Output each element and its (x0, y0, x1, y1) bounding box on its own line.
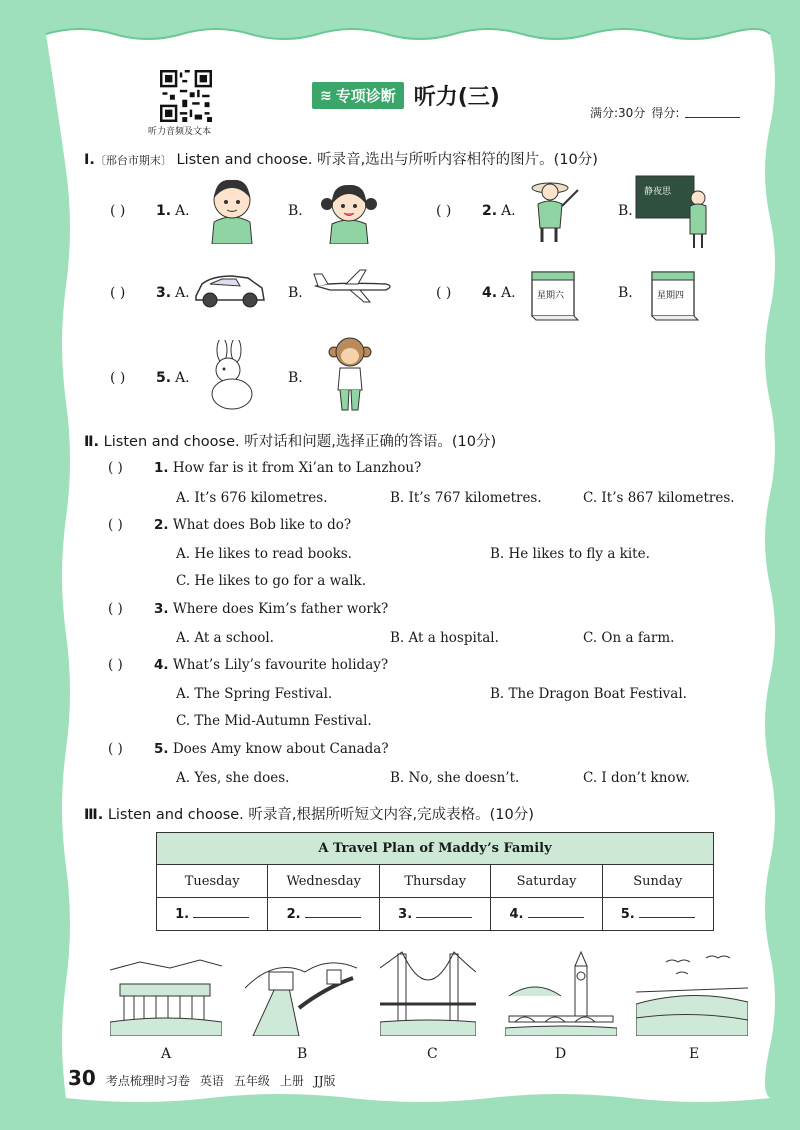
s2-q3 (108, 601, 388, 617)
option-b-label: B. (618, 203, 633, 219)
answer-blank[interactable]: ( ) (108, 657, 123, 673)
question-number: 2. (154, 517, 169, 533)
car-picture[interactable] (192, 270, 268, 312)
badge-label: 专项诊断 (335, 87, 396, 105)
great-wall-picture[interactable] (245, 948, 357, 1036)
answer-line[interactable] (416, 906, 472, 918)
option-a-label: A. (501, 285, 516, 301)
s2-q5 (108, 741, 389, 757)
section3-heading (84, 803, 534, 824)
day-cell: Thursday (380, 865, 491, 898)
option-b[interactable]: B. It’s 767 kilometres. (390, 490, 542, 506)
score-label: 得分: (651, 106, 680, 120)
monkey-picture[interactable] (328, 336, 372, 414)
answer-blank[interactable]: ( ) (436, 285, 452, 301)
option-a[interactable]: A. The Spring Festival. (176, 686, 333, 702)
table-row-days (157, 865, 714, 898)
edition: JJ版 (313, 1074, 336, 1088)
option-b-label: B. (618, 285, 633, 301)
option-b-label: B. (288, 370, 303, 386)
question-number: 5. (154, 741, 169, 757)
answer-blank[interactable]: ( ) (108, 460, 123, 476)
calendar-b-text: 星期四 (657, 291, 685, 301)
option-c[interactable]: C. The Mid-Autumn Festival. (176, 713, 372, 729)
option-c[interactable]: C. I don’t know. (583, 770, 690, 786)
blank-cell[interactable] (602, 898, 713, 931)
farmer-picture[interactable] (526, 176, 582, 244)
boy-picture[interactable] (202, 172, 262, 244)
book-title: 考点梳理时习卷 (105, 1074, 190, 1088)
question-text: What does Bob like to do? (172, 517, 352, 533)
option-a-label: A. (175, 370, 190, 386)
question-number: 4. (482, 285, 498, 301)
blank-cell[interactable] (380, 898, 491, 931)
s2-q2 (108, 517, 351, 533)
plane-picture[interactable] (310, 266, 396, 306)
section1-instruction: Listen and choose. 听录音,选出与所听内容相符的图片。(10分) (176, 152, 598, 168)
blank-cell[interactable] (491, 898, 602, 931)
section3-instruction: Listen and choose. 听录音,根据所听短文内容,完成表格。(10分) (107, 807, 534, 823)
beach-picture[interactable] (636, 948, 748, 1036)
scene-label-d: D (555, 1046, 567, 1062)
day-cell: Tuesday (157, 865, 268, 898)
blank-number: 5. (620, 907, 635, 922)
big-ben-picture[interactable] (505, 948, 617, 1036)
answer-blank[interactable]: ( ) (108, 517, 123, 533)
answer-blank[interactable]: ( ) (108, 601, 123, 617)
option-a-label: A. (175, 285, 190, 301)
answer-line[interactable] (193, 906, 249, 918)
s2-q1 (108, 460, 421, 476)
section1-tag: 〔邢台市期末〕 (94, 154, 172, 167)
blank-cell[interactable] (157, 898, 268, 931)
option-a[interactable]: A. He likes to read books. (176, 546, 352, 562)
option-b-label: B. (288, 285, 303, 301)
s2-q4 (108, 657, 388, 673)
option-a-label: A. (175, 203, 190, 219)
table-row-blanks (157, 898, 714, 931)
section2-heading (84, 430, 496, 451)
question-number: 4. (154, 657, 169, 673)
option-c[interactable]: C. He likes to go for a walk. (176, 573, 367, 589)
calendar-a-text: 星期六 (537, 291, 565, 301)
qr-caption: 听力音频及文本 (148, 127, 212, 137)
s1-q1 (110, 203, 190, 219)
answer-line[interactable] (305, 906, 361, 918)
question-text: What’s Lily’s favourite holiday? (172, 657, 389, 673)
question-number: 2. (482, 203, 498, 219)
scene-label-a: A (161, 1046, 172, 1062)
option-b[interactable]: B. The Dragon Boat Festival. (490, 686, 687, 702)
answer-blank[interactable]: ( ) (110, 370, 126, 386)
answer-blank[interactable]: ( ) (108, 741, 123, 757)
page-number: 30 (68, 1066, 96, 1090)
question-number: 1. (156, 203, 172, 219)
s1-q4 (436, 285, 516, 301)
question-number: 5. (156, 370, 172, 386)
subject: 英语 (199, 1074, 224, 1088)
section3-roman: Ⅲ. (84, 807, 104, 823)
scene-label-b: B (297, 1046, 308, 1062)
title-block (312, 80, 500, 111)
score-field[interactable] (685, 104, 740, 118)
page-footer (68, 1066, 336, 1090)
full-score: 满分:30分 (590, 106, 646, 120)
question-number: 3. (154, 601, 169, 617)
scene-label-e: E (689, 1046, 700, 1062)
day-cell: Sunday (602, 865, 713, 898)
blank-cell[interactable] (268, 898, 380, 931)
option-c[interactable]: C. It’s 867 kilometres. (583, 490, 735, 506)
grade: 五年级 (233, 1074, 270, 1088)
question-text: Where does Kim’s father work? (172, 601, 389, 617)
teacher-picture[interactable] (634, 172, 714, 250)
day-cell: Wednesday (268, 865, 380, 898)
page-title: 听力(三) (413, 85, 500, 110)
question-number: 1. (154, 460, 169, 476)
calendar-thursday-picture[interactable] (648, 268, 700, 322)
rabbit-picture[interactable] (200, 340, 260, 412)
calendar-saturday-picture[interactable] (528, 268, 580, 322)
section1-roman: Ⅰ. (84, 152, 95, 168)
day-cell: Saturday (491, 865, 602, 898)
s1-q5 (110, 370, 190, 386)
wave-icon: ≋ (320, 87, 332, 104)
section2-roman: Ⅱ. (84, 434, 100, 450)
blank-number: 4. (509, 907, 524, 922)
option-b[interactable]: B. He likes to fly a kite. (490, 546, 650, 562)
section2-instruction: Listen and choose. 听对话和问题,选择正确的答语。(10分) (103, 434, 497, 450)
answer-blank[interactable]: ( ) (110, 285, 126, 301)
answer-line[interactable] (528, 906, 584, 918)
blank-number: 3. (398, 907, 413, 922)
question-text: Does Amy know about Canada? (172, 741, 389, 757)
option-a[interactable]: A. It’s 676 kilometres. (176, 490, 328, 506)
s1-q3 (110, 285, 190, 301)
blank-number: 1. (175, 907, 190, 922)
option-a-label: A. (501, 203, 516, 219)
section-badge (312, 82, 404, 109)
waterfall-picture[interactable] (110, 948, 222, 1036)
score-box (590, 104, 740, 121)
scene-label-c: C (427, 1046, 438, 1062)
answer-line[interactable] (639, 906, 695, 918)
girl-picture[interactable] (318, 176, 380, 244)
option-a[interactable]: A. Yes, she does. (176, 770, 290, 786)
option-b[interactable]: B. No, she doesn’t. (390, 770, 520, 786)
table-title: A Travel Plan of Maddy’s Family (157, 833, 714, 865)
option-a[interactable]: A. At a school. (176, 630, 274, 646)
option-b[interactable]: B. At a hospital. (390, 630, 499, 646)
answer-blank[interactable]: ( ) (110, 203, 126, 219)
travel-plan-table (156, 832, 714, 931)
qr-code[interactable] (160, 70, 212, 122)
golden-gate-bridge-picture[interactable] (380, 948, 476, 1036)
section1-heading (84, 148, 598, 169)
board-text: 静夜思 (644, 187, 672, 197)
option-b-label: B. (288, 203, 303, 219)
question-text: How far is it from Xi’an to Lanzhou? (172, 460, 422, 476)
option-c[interactable]: C. On a farm. (583, 630, 675, 646)
blank-number: 2. (286, 907, 301, 922)
s1-q2 (436, 203, 516, 219)
question-number: 3. (156, 285, 172, 301)
volume: 上册 (279, 1074, 304, 1088)
answer-blank[interactable]: ( ) (436, 203, 452, 219)
